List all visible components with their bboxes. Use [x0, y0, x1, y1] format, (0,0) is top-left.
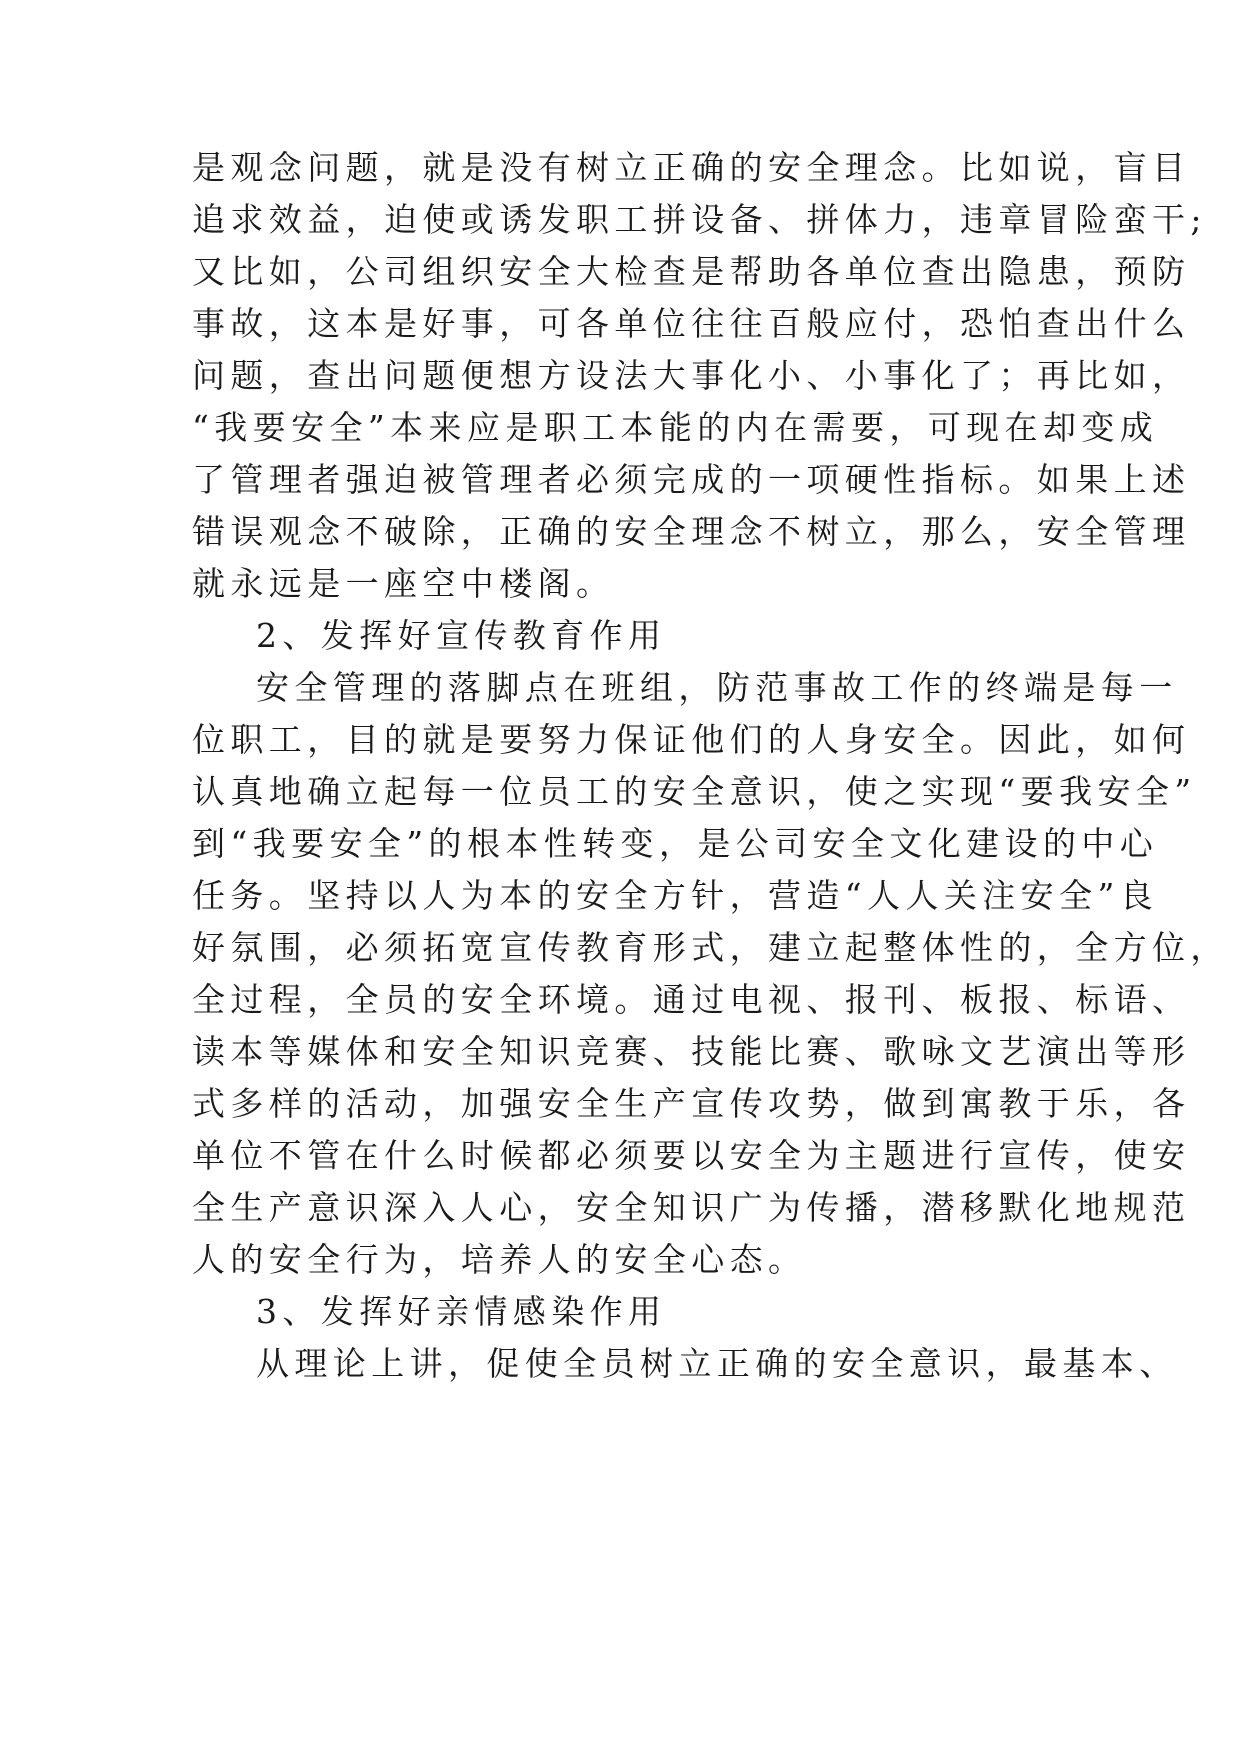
- text-line: 问题，查出问题便想方设法大事化小、小事化了；再比如，: [192, 356, 1191, 395]
- text-line: 事故，这本是好事，可各单位往往百般应付，恐怕查出什么: [192, 304, 1191, 343]
- text-line: 全过程，全员的安全环境。通过电视、报刊、板报、标语、: [192, 980, 1191, 1019]
- text-line: 又比如，公司组织安全大检查是帮助各单位查出隐患，预防: [192, 252, 1191, 291]
- text-line: 了管理者强迫被管理者必须完成的一项硬性指标。如果上述: [192, 460, 1191, 499]
- text-line: 就永远是一座空中楼阁。: [192, 564, 615, 603]
- text-line: 错误观念不破除，正确的安全理念不树立，那么，安全管理: [192, 512, 1191, 551]
- text-line: 全生产意识深入人心，安全知识广为传播，潜移默化地规范: [192, 1188, 1191, 1227]
- text-line: 位职工，目的就是要努力保证他们的人身安全。因此，如何: [192, 720, 1191, 759]
- text-line: 读本等媒体和安全知识竞赛、技能比赛、歌咏文艺演出等形: [192, 1032, 1191, 1071]
- text-line: 安全管理的落脚点在班组，防范事故工作的终端是每一: [256, 668, 1178, 707]
- section-heading: 2、发挥好宣传教育作用: [256, 616, 667, 655]
- text-line: 式多样的活动，加强安全生产宣传攻势，做到寓教于乐，各: [192, 1084, 1191, 1123]
- text-line: 到“我要安全”的根本性转变，是公司安全文化建设的中心: [192, 824, 1159, 863]
- text-line: 任务。坚持以人为本的安全方针，营造“人人关注安全”良: [192, 876, 1159, 915]
- text-line: 单位不管在什么时候都必须要以安全为主题进行宣传，使安: [192, 1136, 1191, 1175]
- text-line: 是观念问题，就是没有树立正确的安全理念。比如说，盲目: [192, 148, 1191, 187]
- text-line: 人的安全行为，培养人的安全心态。: [192, 1240, 807, 1279]
- text-line: “我要安全”本来应是职工本能的内在需要，可现在却变成: [192, 408, 1159, 447]
- section-heading: 3、发挥好亲情感染作用: [256, 1292, 667, 1331]
- text-line: 认真地确立起每一位员工的安全意识，使之实现“要我安全”: [192, 772, 1197, 811]
- text-line: 从理论上讲，促使全员树立正确的安全意识，最基本、: [256, 1344, 1178, 1383]
- text-line: 好氛围，必须拓宽宣传教育形式，建立起整体性的，全方位，: [192, 928, 1229, 967]
- text-line: 追求效益，迫使或诱发职工拼设备、拼体力，违章冒险蛮干;: [192, 200, 1207, 239]
